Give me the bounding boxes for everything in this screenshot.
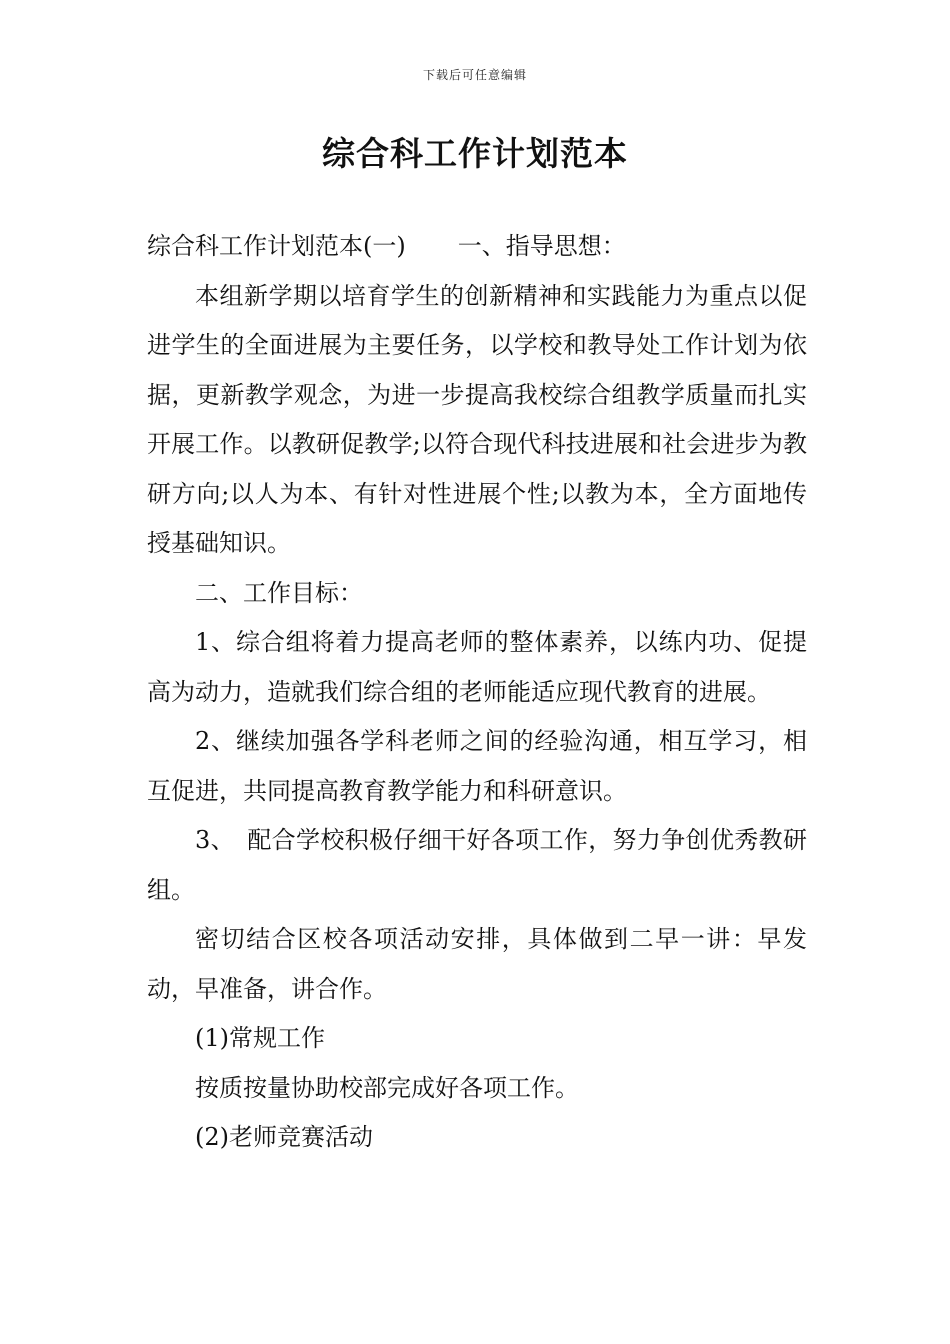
document-subtitle: 综合科工作计划范本(一) (147, 232, 406, 260)
item-1-heading: (1)常规工作 (195, 1024, 325, 1052)
subtitle-line (147, 222, 807, 272)
goal-2-paragraph: 2、继续加强各学科老师之间的经验沟通，相互学习，相互促进，共同提高教育教学能力和科研意识。 (147, 727, 807, 805)
item-1-paragraph: 按质按量协助校部完成好各项工作。 (195, 1073, 579, 1102)
section1-heading: 一、指导思想： (457, 232, 626, 260)
document-body (147, 222, 807, 1163)
summary-paragraph: 密切结合区校各项活动安排，具体做到二早一讲：早发动，早准备，讲合作。 (147, 925, 807, 1003)
header-note: 下载后可任意编辑 (422, 68, 527, 82)
goal-3-paragraph: 3、 配合学校积极仔细干好各项工作，努力争创优秀教研组。 (147, 826, 807, 904)
goal-1-paragraph: 1、综合组将着力提高老师的整体素养，以练内功、促提高为动力，造就我们综合组的老师能适应现代教育的进展。 (147, 628, 807, 706)
section2-heading: 二、工作目标： (195, 578, 363, 607)
document-title: 综合科工作计划范本 (322, 134, 628, 173)
section1-paragraph: 本组新学期以培育学生的创新精神和实践能力为重点以促进学生的全面进展为主要任务，以学校和教导处工作计划为依据，更新教学观念，为进一步提高我校综合组教学质量而扎实开展工作。以教研促教学;以符合现代科技进展和社会进步为教研方向;以人为本、有针对性进展个性;以教为本，全方面地传授基础知识。 (147, 281, 807, 557)
item-2-heading: (2)老师竞赛活动 (195, 1123, 373, 1151)
